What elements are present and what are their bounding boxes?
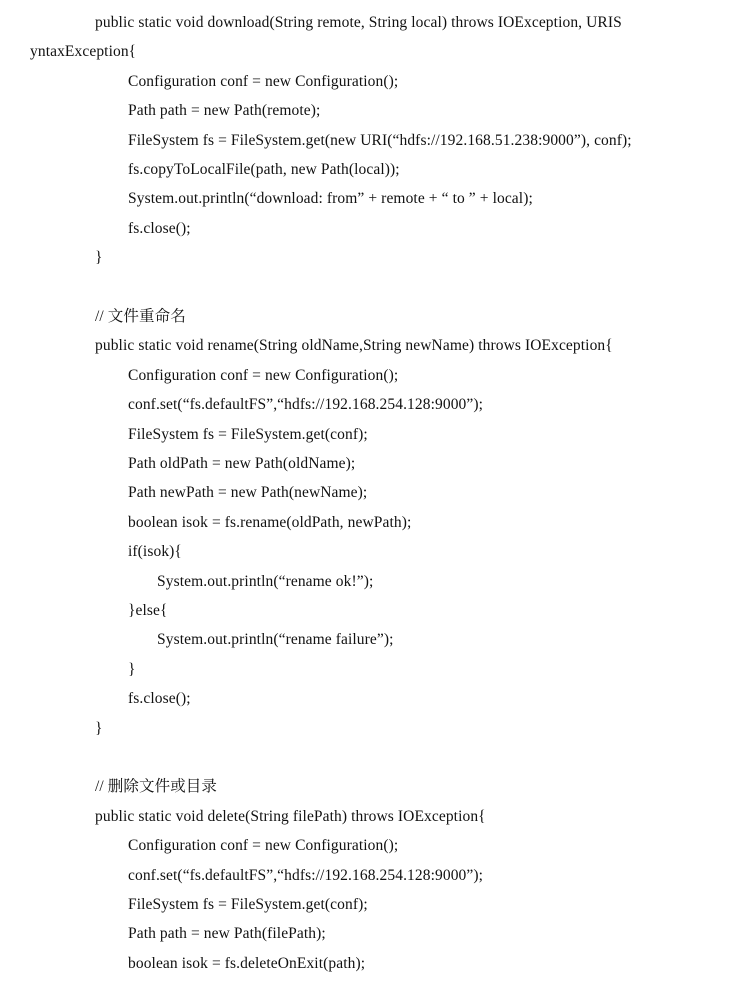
code-line: FileSystem fs = FileSystem.get(conf); xyxy=(128,425,368,443)
code-line: conf.set(“fs.defaultFS”,“hdfs://192.168.254.128:9000”); xyxy=(128,396,484,414)
code-line: public static void rename(String oldName,String newName) throws IOException{ xyxy=(95,337,613,355)
code-line: conf.set(“fs.defaultFS”,“hdfs://192.168.254.128:9000”); xyxy=(128,866,484,884)
code-line: Configuration conf = new Configuration(); xyxy=(128,366,399,384)
code-line: } xyxy=(128,660,136,678)
code-line: // 删除文件或目录 xyxy=(95,778,217,796)
code-line: boolean isok = fs.rename(oldPath, newPath); xyxy=(128,513,412,531)
code-line: public static void download(String remote, String local) throws IOException, URIS xyxy=(95,14,622,31)
code-line: Path newPath = new Path(newName); xyxy=(128,484,368,502)
code-line: } xyxy=(95,719,103,737)
code-line: fs.close(); xyxy=(128,690,191,708)
code-line: Path path = new Path(remote); xyxy=(128,102,321,120)
code-line: if(isok){ xyxy=(128,543,182,561)
code-line: System.out.println(“rename failure”); xyxy=(157,631,394,649)
code-line: Configuration conf = new Configuration(); xyxy=(128,837,399,855)
code-line: System.out.println(“rename ok!”); xyxy=(157,572,374,590)
code-line: public static void delete(String filePath) throws IOException{ xyxy=(95,807,486,825)
code-line: // 文件重命名 xyxy=(95,308,186,325)
code-line: Path path = new Path(filePath); xyxy=(128,925,326,943)
code-line: fs.close(); xyxy=(128,219,191,237)
code-line: } xyxy=(95,249,103,267)
code-line: Path oldPath = new Path(oldName); xyxy=(128,455,356,472)
code-line: fs.copyToLocalFile(path, new Path(local)); xyxy=(128,161,400,178)
code-line: yntaxException{ xyxy=(30,43,137,61)
code-line: FileSystem fs = FileSystem.get(conf); xyxy=(128,896,368,913)
code-line: Configuration conf = new Configuration(); xyxy=(128,72,399,90)
code-line: System.out.println(“download: from” + remote + “ to ” + local); xyxy=(128,190,533,208)
code-line: FileSystem fs = FileSystem.get(new URI(“hdfs://192.168.51.238:9000”), conf); xyxy=(128,131,632,149)
code-line: boolean isok = fs.deleteOnExit(path); xyxy=(128,954,366,972)
code-line: }else{ xyxy=(128,602,168,619)
